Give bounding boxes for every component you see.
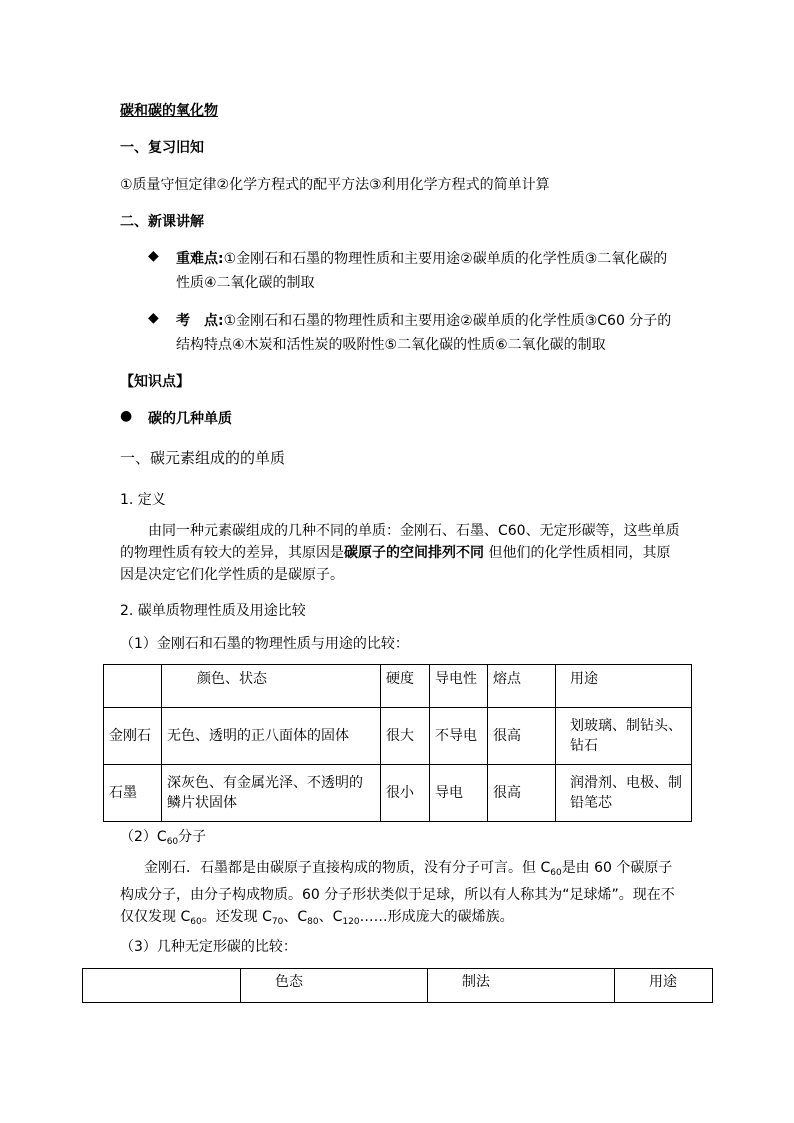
table-header-cell: 颜色、状态 bbox=[162, 665, 381, 708]
exam-points-label: 考 点: bbox=[176, 313, 224, 329]
table-header-cell: 用途 bbox=[615, 969, 713, 1003]
round-bullet-icon: ● bbox=[120, 408, 133, 424]
c60-sub: 120 bbox=[342, 917, 360, 927]
section1-heading: 一、复习旧知 bbox=[120, 140, 204, 156]
definition-text-b: 但他们的化学性质相同，其原因是决定它们化学性质的是碳原子。 bbox=[120, 545, 671, 583]
c60-sub: 70 bbox=[271, 917, 284, 927]
table-cell: 无色、透明的正八面体的固体 bbox=[162, 708, 381, 765]
table-header-cell: 色态 bbox=[241, 969, 428, 1003]
c60-text: 、C bbox=[283, 909, 308, 925]
page-title: 碳和碳的氧化物 bbox=[120, 103, 218, 119]
c60-heading-prefix: （2）C bbox=[120, 829, 167, 845]
table-cell: 很高 bbox=[488, 765, 556, 822]
diamond-bullet-icon: ◆ bbox=[148, 248, 159, 264]
definition-text-a: 由同一种元素碳组成的几种不同的单质：金刚石、石墨、C60、无定形碳等，这些单质的物理性质有较大的差异，其原因是 bbox=[120, 523, 680, 561]
knowledge-heading: 【知识点】 bbox=[120, 374, 190, 390]
exam-points-line2: 结构特点④木炭和活性炭的吸附性⑤二氧化碳的性质⑥二氧化碳的制取 bbox=[176, 337, 606, 353]
key-points-line1 bbox=[176, 248, 667, 268]
table-cell: 很大 bbox=[381, 708, 430, 765]
amorphous-carbon-table bbox=[82, 968, 713, 1003]
table-header-row bbox=[83, 969, 713, 1003]
table-header-cell: 导电性 bbox=[430, 665, 488, 708]
table-cell: 不导电 bbox=[430, 708, 488, 765]
compare-sub1: （1）金刚石和石墨的物理性质与用途的比较： bbox=[120, 636, 409, 652]
c60-text: ……形成庞大的碳烯族。 bbox=[359, 909, 514, 925]
table-cell: 深灰色、有金属光泽、不透明的鳞片状固体 bbox=[162, 765, 381, 822]
amorphous-heading: （3）几种无定形碳的比较： bbox=[120, 939, 297, 955]
table-cell: 导电 bbox=[430, 765, 488, 822]
diamond-bullet-icon: ◆ bbox=[148, 310, 159, 326]
table-header-cell bbox=[83, 969, 241, 1003]
exam-points-text1: ①金刚石和石墨的物理性质和主要用途②碳单质的化学性质③C60 分子的 bbox=[223, 313, 672, 329]
table-header-cell: 熔点 bbox=[488, 665, 556, 708]
c60-text: 金刚石．石墨都是由碳原子直接构成的物质，没有分子可言。但 C bbox=[144, 860, 551, 876]
table-header-row bbox=[104, 665, 692, 708]
table-cell: 石墨 bbox=[104, 765, 162, 822]
table-cell: 金刚石 bbox=[104, 708, 162, 765]
c60-heading bbox=[120, 826, 206, 847]
topic-label: 碳的几种单质 bbox=[148, 411, 232, 427]
subsection-heading: 一、碳元素组成的的单质 bbox=[120, 449, 286, 467]
definition-heading: 1. 定义 bbox=[120, 492, 166, 508]
section1-content: ①质量守恒定律②化学方程式的配平方法③利用化学方程式的简单计算 bbox=[120, 177, 550, 193]
key-points-label: 重难点: bbox=[176, 251, 224, 267]
c60-text: 是由 60 个碳原子构成分子，由分子构成物质。60 分子形状类似于足球，所以有人称其为“足球烯”。现在不仅仅发现 C bbox=[120, 860, 675, 925]
table-row bbox=[104, 765, 692, 822]
table-row bbox=[104, 708, 692, 765]
c60-heading-sub: 60 bbox=[166, 837, 179, 847]
definition-paragraph bbox=[120, 520, 680, 586]
table-cell: 润滑剂、电极、制铅笔芯 bbox=[556, 765, 692, 822]
table-header-cell bbox=[104, 665, 162, 708]
c60-paragraph bbox=[120, 857, 680, 933]
exam-points-line1 bbox=[176, 310, 671, 330]
table-header-cell: 硬度 bbox=[381, 665, 430, 708]
c60-text: 。还发现 C bbox=[201, 909, 272, 925]
c60-heading-suffix: 分子 bbox=[178, 829, 207, 845]
key-points-text1: ①金刚石和石墨的物理性质和主要用途②碳单质的化学性质③二氧化碳的 bbox=[223, 251, 668, 267]
definition-text-bold: 碳原子的空间排列不同 bbox=[344, 545, 484, 561]
c60-sub: 60 bbox=[550, 868, 562, 878]
key-points-line2: 性质④二氧化碳的制取 bbox=[176, 275, 315, 291]
section2-heading: 二、新课讲解 bbox=[120, 214, 204, 230]
diamond-graphite-table bbox=[103, 664, 692, 822]
table-header-cell: 用途 bbox=[556, 665, 692, 708]
c60-sub: 80 bbox=[307, 917, 319, 927]
table-cell: 划玻璃、制钻头、钻石 bbox=[556, 708, 692, 765]
compare-heading: 2. 碳单质物理性质及用途比较 bbox=[120, 603, 306, 619]
table-cell: 很小 bbox=[381, 765, 430, 822]
c60-text: 、C bbox=[318, 909, 343, 925]
table-header-cell: 制法 bbox=[428, 969, 615, 1003]
table-cell: 很高 bbox=[488, 708, 556, 765]
c60-sub: 60 bbox=[190, 917, 202, 927]
